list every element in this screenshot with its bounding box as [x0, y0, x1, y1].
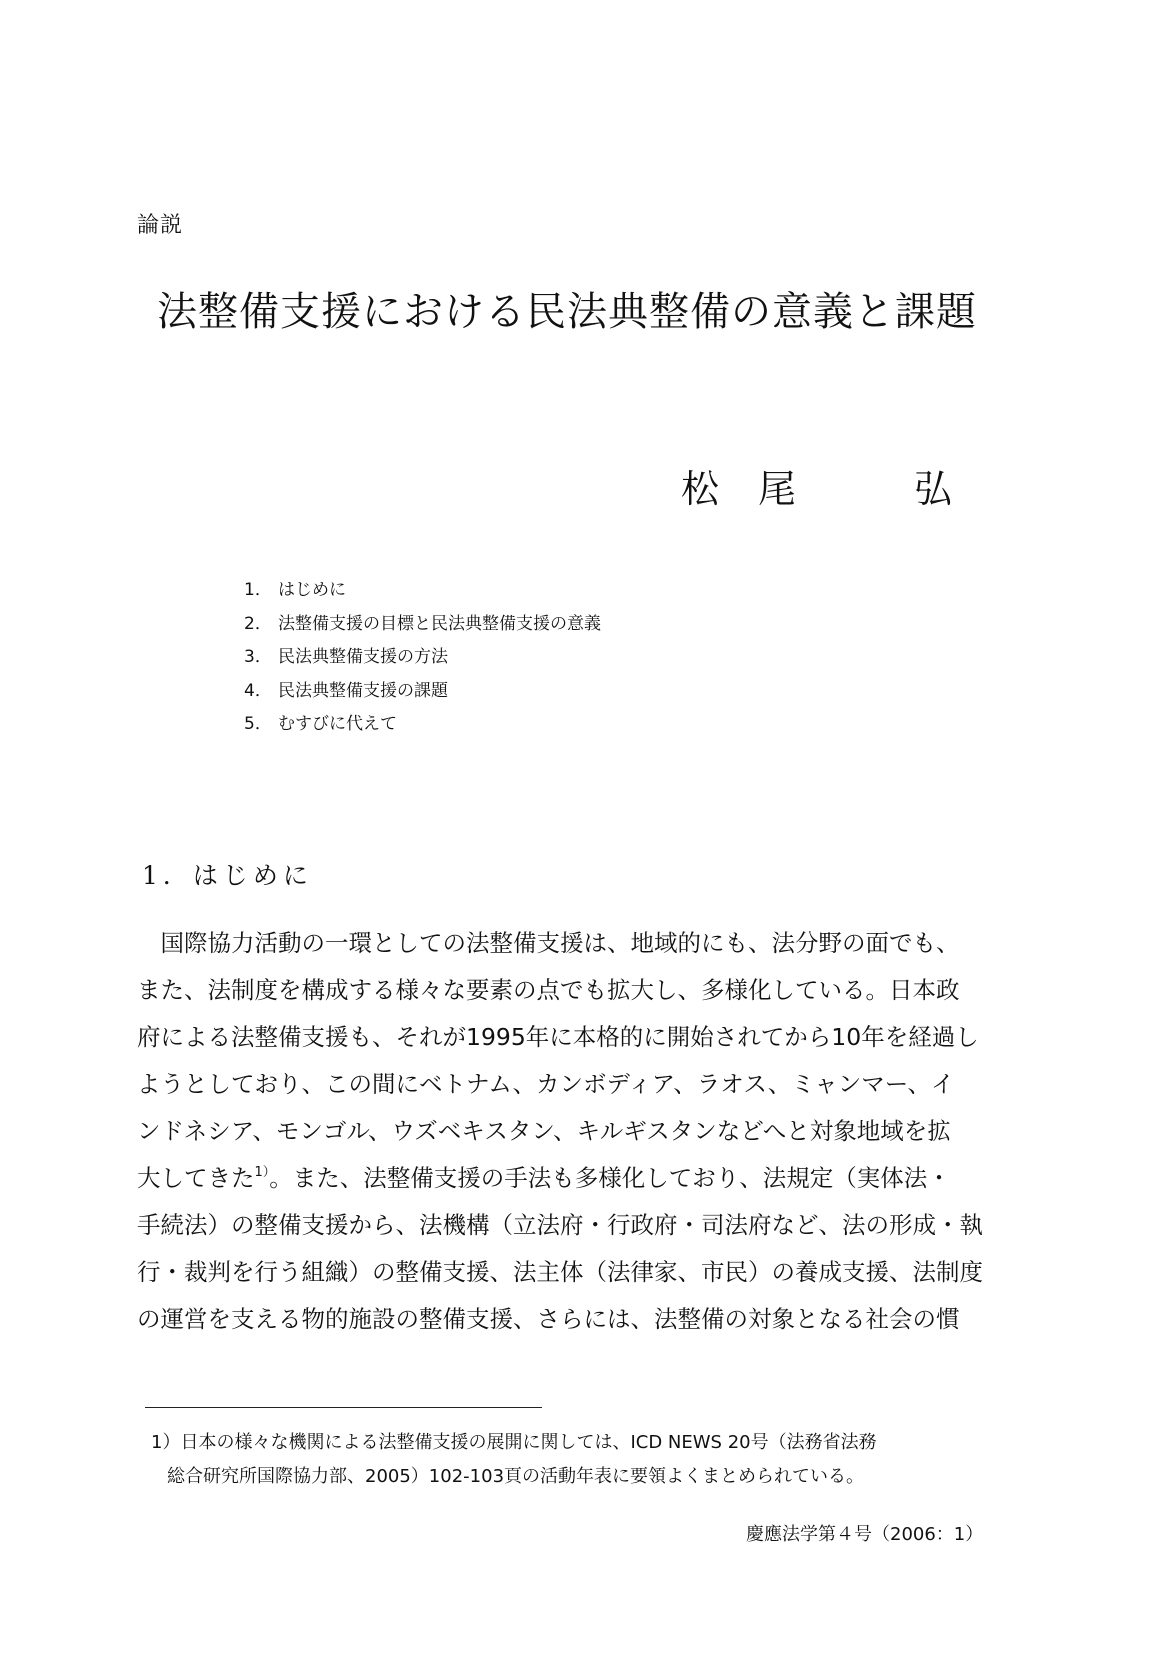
toc-item	[244, 608, 601, 642]
toc-item-label: むすびに代えて	[278, 714, 397, 734]
toc-item-number: 1．	[244, 580, 272, 600]
toc-item	[244, 675, 601, 709]
author-given-name: 弘	[914, 467, 953, 511]
body-line	[137, 1155, 1037, 1202]
body-line: 国際協力活動の一環としての法整備支援は、地域的にも、法分野の面でも、	[137, 929, 960, 957]
article-category: 論説	[137, 213, 184, 238]
author-family-name-1: 松	[681, 467, 720, 511]
body-line: 府による法整備支援も、それが1995年に本格的に開始されてから10年を経過し	[137, 1023, 979, 1051]
body-line: 行・裁判を行う組織）の整備支援、法主体（法律家、市民）の養成支援、法制度	[137, 1258, 983, 1286]
toc-item	[244, 641, 601, 675]
toc-item-number: 4．	[244, 680, 272, 701]
toc-item-label: はじめに	[278, 580, 346, 600]
body-line: ンドネシア、モンゴル、ウズベキスタン、キルギスタンなどへと対象地域を拡	[137, 1117, 951, 1145]
toc-item-label: 民法典整備支援の方法	[278, 647, 448, 667]
toc-item	[244, 574, 601, 608]
toc-item-label: 法整備支援の目標と民法典整備支援の意義	[278, 613, 601, 634]
footnote	[151, 1426, 1051, 1494]
toc-item-number: 5．	[244, 714, 272, 734]
footnote-line: 1）日本の様々な機関による法整備支援の展開に関しては、ICD NEWS 20号（法務省法務	[151, 1432, 877, 1453]
body-line: また、法制度を構成する様々な要素の点でも拡大し、多様化している。日本政	[137, 976, 960, 1004]
toc-item-number: 3．	[244, 647, 272, 667]
footnote-reference[interactable]: 1）	[254, 1165, 270, 1180]
toc-item-number: 2．	[244, 613, 272, 634]
body-line: ようとしており、この間にベトナム、カンボディア、ラオス、ミャンマー、イ	[137, 1070, 955, 1098]
toc-item-label: 民法典整備支援の課題	[278, 680, 448, 701]
footnote-line: 総合研究所国際協力部、2005）102-103頁の活動年表に要領よくまとめられている。	[167, 1466, 865, 1487]
section-heading: 1．はじめに	[142, 861, 313, 890]
body-text-fragment: 大してきた	[137, 1164, 255, 1192]
toc-item	[244, 708, 601, 742]
author-family-name-2: 尾	[758, 467, 797, 511]
body-text-fragment: 。また、法整備支援の手法も多様化しており、法規定（実体法・	[269, 1164, 951, 1192]
section-body	[137, 920, 1037, 1343]
body-line: 手続法）の整備支援から、法機構（立法府・行政府・司法府など、法の形成・執	[137, 1211, 983, 1239]
body-line: の運営を支える物的施設の整備支援、さらには、法整備の対象となる社会の慣	[137, 1305, 960, 1333]
article-title: 法整備支援における民法典整備の意義と課題	[157, 289, 977, 335]
table-of-contents	[244, 574, 601, 742]
footnote-divider	[145, 1407, 542, 1408]
journal-citation: 慶應法学第４号（2006：1）	[746, 1524, 984, 1545]
